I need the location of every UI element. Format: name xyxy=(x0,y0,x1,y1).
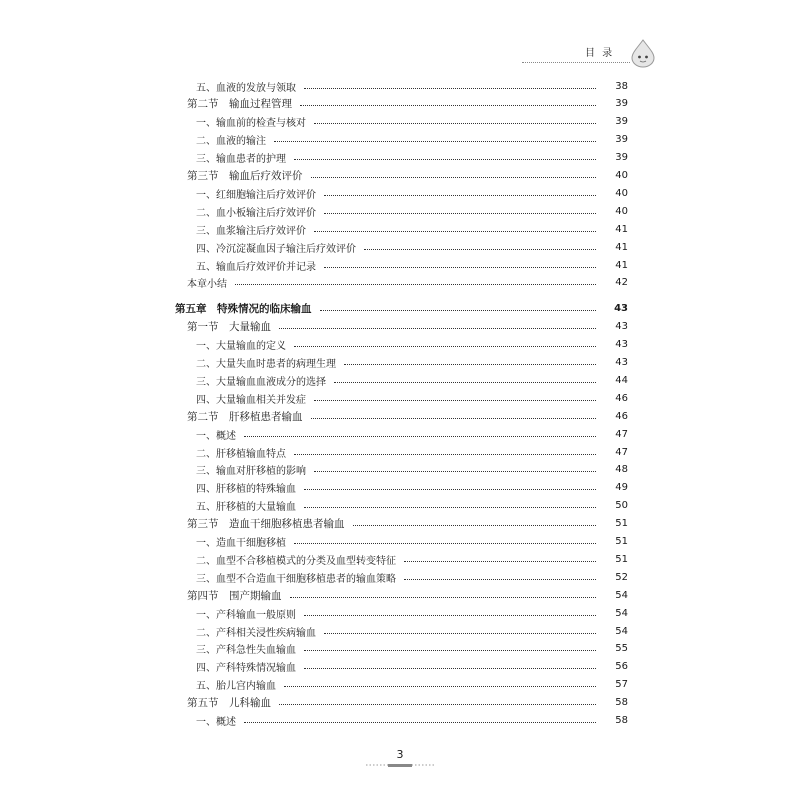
dot-leader xyxy=(324,267,596,268)
toc-entry-title: 第五节 儿科输血 xyxy=(187,697,271,710)
dot-leader xyxy=(324,213,596,214)
toc-section xyxy=(0,167,628,185)
footer-ornament xyxy=(366,764,434,770)
toc-entry xyxy=(0,336,628,354)
toc-entry xyxy=(0,184,628,202)
toc-section xyxy=(0,318,628,336)
dot-leader xyxy=(311,418,597,419)
toc-page-number: 46 xyxy=(615,410,628,422)
toc-entry-title: 第四节 围产期输血 xyxy=(187,589,282,602)
toc-entry xyxy=(0,550,628,568)
toc-entry-title: 二、大量失血时患者的病理生理 xyxy=(196,359,336,370)
dot-leader xyxy=(300,105,596,106)
toc-entry-title: 一、红细胞输注后疗效评价 xyxy=(196,189,316,201)
toc-page-number: 43 xyxy=(614,303,628,315)
toc-entry-title: 一、输血前的检查与核对 xyxy=(196,118,306,130)
toc-page-number: 46 xyxy=(615,392,628,404)
toc-entry-title: 四、肝移植的特殊输血 xyxy=(196,484,296,496)
dot-leader xyxy=(235,284,596,285)
dot-leader xyxy=(244,722,596,723)
toc-entry xyxy=(0,354,628,372)
toc-entry-title: 二、血液的输注 xyxy=(196,136,266,148)
toc-entry xyxy=(0,640,628,658)
dot-leader xyxy=(294,543,596,544)
toc-page-number: 47 xyxy=(615,446,628,458)
toc-entry-title: 四、冷沉淀凝血因子输注后疗效评价 xyxy=(196,243,356,255)
toc-page-number: 54 xyxy=(615,625,628,637)
toc-page-number: 49 xyxy=(615,482,628,494)
toc-entry-title: 四、产科特殊情况输血 xyxy=(196,663,296,675)
toc-entry xyxy=(0,425,628,443)
toc-page-number: 39 xyxy=(615,98,628,110)
toc-entry-title: 五、肝移植的大量输血 xyxy=(196,502,296,514)
dot-leader xyxy=(304,650,596,651)
toc-entry-title: 一、概述 xyxy=(196,430,236,442)
toc-entry-title: 五、胎儿宫内输血 xyxy=(196,681,276,693)
toc-page-number: 47 xyxy=(615,428,628,440)
toc-entry xyxy=(0,274,628,292)
toc-entry xyxy=(0,676,628,694)
toc-page-number: 51 xyxy=(615,553,628,565)
toc-page-number: 39 xyxy=(615,116,628,128)
toc-page-number: 41 xyxy=(615,259,628,271)
toc-entry-title: 第二节 输血过程管理 xyxy=(187,98,292,111)
toc-page-number: 54 xyxy=(615,589,628,601)
toc-page-number: 58 xyxy=(615,697,628,709)
toc-entry-title: 五、输血后疗效评价并记录 xyxy=(196,261,316,273)
toc-section xyxy=(0,586,628,604)
toc-page-number: 39 xyxy=(615,152,628,164)
dot-leader xyxy=(344,364,596,365)
toc-entry-title: 第五章 特殊情况的临床输血 xyxy=(175,303,312,316)
toc-page-number: 40 xyxy=(615,170,628,181)
toc-entry xyxy=(0,443,628,461)
dot-leader xyxy=(304,88,596,89)
toc-entry-title: 五、血液的发放与领取 xyxy=(196,82,296,94)
toc-entry-title: 三、大量输血血液成分的选择 xyxy=(196,376,326,388)
toc-entry-title: 一、造血干细胞移植 xyxy=(196,538,286,549)
toc-entry-title: 一、概述 xyxy=(196,717,236,728)
toc-entry xyxy=(0,131,628,149)
dot-leader xyxy=(304,668,596,669)
toc-entry-title: 四、大量输血相关并发症 xyxy=(196,394,306,406)
toc-entry-title: 第一节 大量输血 xyxy=(187,321,271,334)
toc-page-number: 57 xyxy=(615,679,628,691)
dot-leader xyxy=(279,704,596,705)
dot-leader xyxy=(314,471,596,472)
toc-entry-title: 三、血浆输注后疗效评价 xyxy=(196,225,306,237)
dot-leader xyxy=(304,507,596,508)
toc-page-number: 51 xyxy=(615,518,628,530)
toc-page-number: 40 xyxy=(615,187,628,199)
toc-entry-title: 本章小结 xyxy=(187,279,227,291)
toc-entry-title: 二、产科相关浸性疾病输血 xyxy=(196,627,316,639)
toc-entry xyxy=(0,568,628,586)
toc-section xyxy=(0,515,628,533)
dot-leader xyxy=(290,597,597,598)
dot-leader xyxy=(314,123,596,124)
toc-entry-title: 一、大量输血的定义 xyxy=(196,341,286,353)
toc-entry-title: 三、输血患者的护理 xyxy=(196,154,286,166)
toc-page-number: 51 xyxy=(615,536,628,547)
toc-entry xyxy=(0,389,628,407)
toc-entry xyxy=(0,712,628,730)
toc-page-number: 48 xyxy=(615,464,628,476)
toc-entry xyxy=(0,533,628,551)
toc-page-number: 56 xyxy=(615,661,628,673)
dot-leader xyxy=(324,633,596,634)
toc-entry xyxy=(0,256,628,274)
dot-leader xyxy=(404,579,596,580)
toc-page-number: 43 xyxy=(615,357,628,368)
toc-page-number: 55 xyxy=(615,643,628,655)
toc-page-number: 58 xyxy=(615,715,628,726)
toc-entry xyxy=(0,77,628,95)
toc-page-number: 50 xyxy=(615,500,628,512)
toc-page-number: 52 xyxy=(615,571,628,583)
dot-leader xyxy=(324,195,596,196)
toc-page-number: 42 xyxy=(615,277,628,289)
toc-page-number: 43 xyxy=(615,339,628,351)
dot-leader xyxy=(274,141,596,142)
toc-chapter xyxy=(0,300,628,318)
toc-entry-title: 二、血型不合移植模式的分类及血型转变特征 xyxy=(196,555,396,567)
toc-entry xyxy=(0,461,628,479)
toc-page-number: 54 xyxy=(615,607,628,619)
toc-section xyxy=(0,407,628,425)
page-number: 3 xyxy=(396,748,404,761)
toc-page-number: 44 xyxy=(615,374,628,386)
toc-entry xyxy=(0,238,628,256)
toc-page-number: 41 xyxy=(615,223,628,235)
dot-leader xyxy=(314,231,596,232)
toc-entry-title: 二、血小板输注后疗效评价 xyxy=(196,207,316,219)
dot-leader xyxy=(284,686,596,687)
toc-section xyxy=(0,95,628,113)
toc-entry-title: 一、产科输血一般原则 xyxy=(196,609,296,621)
toc-entry-title: 三、输血对肝移植的影响 xyxy=(196,466,306,478)
dot-leader xyxy=(304,615,596,616)
toc-entry xyxy=(0,497,628,515)
toc-entry xyxy=(0,604,628,622)
toc-page-number: 38 xyxy=(615,80,628,92)
dot-leader xyxy=(320,310,597,311)
droplet-mascot-icon xyxy=(628,38,658,68)
running-header-label: 目 录 xyxy=(585,48,615,59)
toc-entry xyxy=(0,479,628,497)
dot-leader xyxy=(314,400,596,401)
dot-leader xyxy=(311,177,597,178)
dot-leader xyxy=(294,346,596,347)
toc-entry-title: 第三节 输血后疗效评价 xyxy=(187,170,303,182)
header-dotted-rule xyxy=(522,62,630,63)
toc-entry xyxy=(0,202,628,220)
toc-entry-title: 二、肝移植输血特点 xyxy=(196,448,286,460)
toc-entry-title: 三、血型不合造血干细胞移植患者的输血策略 xyxy=(196,573,396,585)
toc-entry-title: 三、产科急性失血输血 xyxy=(196,645,296,657)
toc-page-number: 43 xyxy=(615,321,628,333)
dot-leader xyxy=(279,328,596,329)
dot-leader xyxy=(353,525,597,526)
toc-entry xyxy=(0,113,628,131)
toc-entry xyxy=(0,622,628,640)
toc-page-number: 39 xyxy=(615,134,628,146)
toc-page-number: 40 xyxy=(615,205,628,217)
toc-entry xyxy=(0,371,628,389)
dot-leader xyxy=(244,436,596,437)
toc-entry-title: 第三节 造血干细胞移植患者输血 xyxy=(187,518,345,531)
toc-entry xyxy=(0,149,628,167)
dot-leader xyxy=(334,382,596,383)
toc-section xyxy=(0,694,628,712)
toc-entry xyxy=(0,658,628,676)
dot-leader xyxy=(294,454,596,455)
dot-leader xyxy=(364,249,596,250)
dot-leader xyxy=(294,159,596,160)
toc-entry-title: 第二节 肝移植患者输血 xyxy=(187,410,303,423)
toc-page-number: 41 xyxy=(615,241,628,253)
toc-entry xyxy=(0,220,628,238)
dot-leader xyxy=(304,489,596,490)
dot-leader xyxy=(404,561,596,562)
